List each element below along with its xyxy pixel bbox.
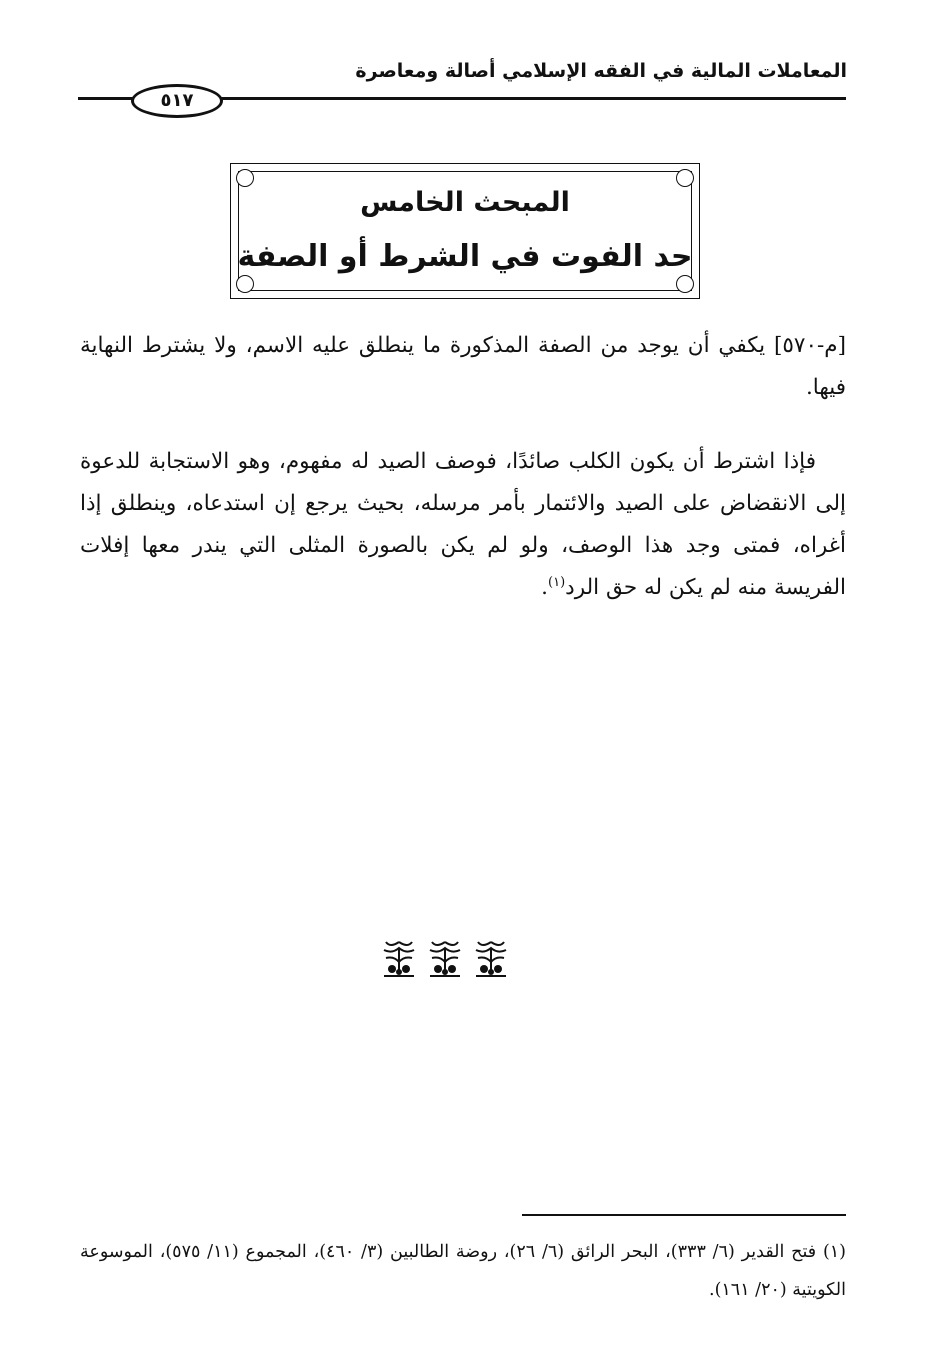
paragraph-1: [م-٥٧٠] يكفي أن يوجد من الصفة المذكورة ما ينطلق عليه الاسم، ولا يشترط النهاية فيها. bbox=[80, 333, 846, 400]
page-number: ٥١٧ bbox=[131, 84, 223, 118]
section-title-frame bbox=[230, 163, 700, 299]
floral-ornament-icon bbox=[472, 938, 510, 978]
footnote-separator bbox=[522, 1214, 846, 1216]
footnote-reference: (١) bbox=[548, 574, 566, 590]
paragraph-2-text: فإذا اشترط أن يكون الكلب صائدًا، فوصف الصيد له مفهوم، وهو الاستجابة للدعوة إلى الانقضاض على الصيد والائتمار بأمر مرسله، بحيث يرجع إن استدعاه، وينطلق إذا أغراه، فمتى وجد هذا الوصف، ولو لم يكن بالصورة المثلى التي يندر معها إفلات الفريسة منه لم يكن له حق الرد bbox=[80, 449, 846, 600]
frame-corner-icon bbox=[236, 169, 254, 187]
footnote-number: (١) bbox=[822, 1242, 846, 1262]
floral-ornament-icon bbox=[426, 938, 464, 978]
frame-corner-icon bbox=[676, 275, 694, 293]
paragraph-2 bbox=[80, 441, 846, 609]
running-title: المعاملات المالية في الفقه الإسلامي أصالة ومعاصرة bbox=[355, 60, 847, 82]
frame-corner-icon bbox=[676, 169, 694, 187]
section-subheading: حد الفوت في الشرط أو الصفة bbox=[237, 239, 693, 274]
section-heading: المبحث الخامس bbox=[360, 187, 570, 218]
footnote bbox=[80, 1233, 846, 1309]
section-end-ornament bbox=[380, 936, 510, 980]
paragraph-2-end: . bbox=[541, 575, 549, 600]
frame-corner-icon bbox=[236, 275, 254, 293]
footnote-text: فتح القدير (٦/ ٣٣٣)، البحر الرائق (٦/ ٢٦)، روضة الطالبين (٣/ ٤٦٠)، المجموع (١١/ ٥٧٥)، الموسوعة الكويتية (٢٠/ ١٦١). bbox=[80, 1242, 846, 1300]
floral-ornament-icon bbox=[380, 938, 418, 978]
